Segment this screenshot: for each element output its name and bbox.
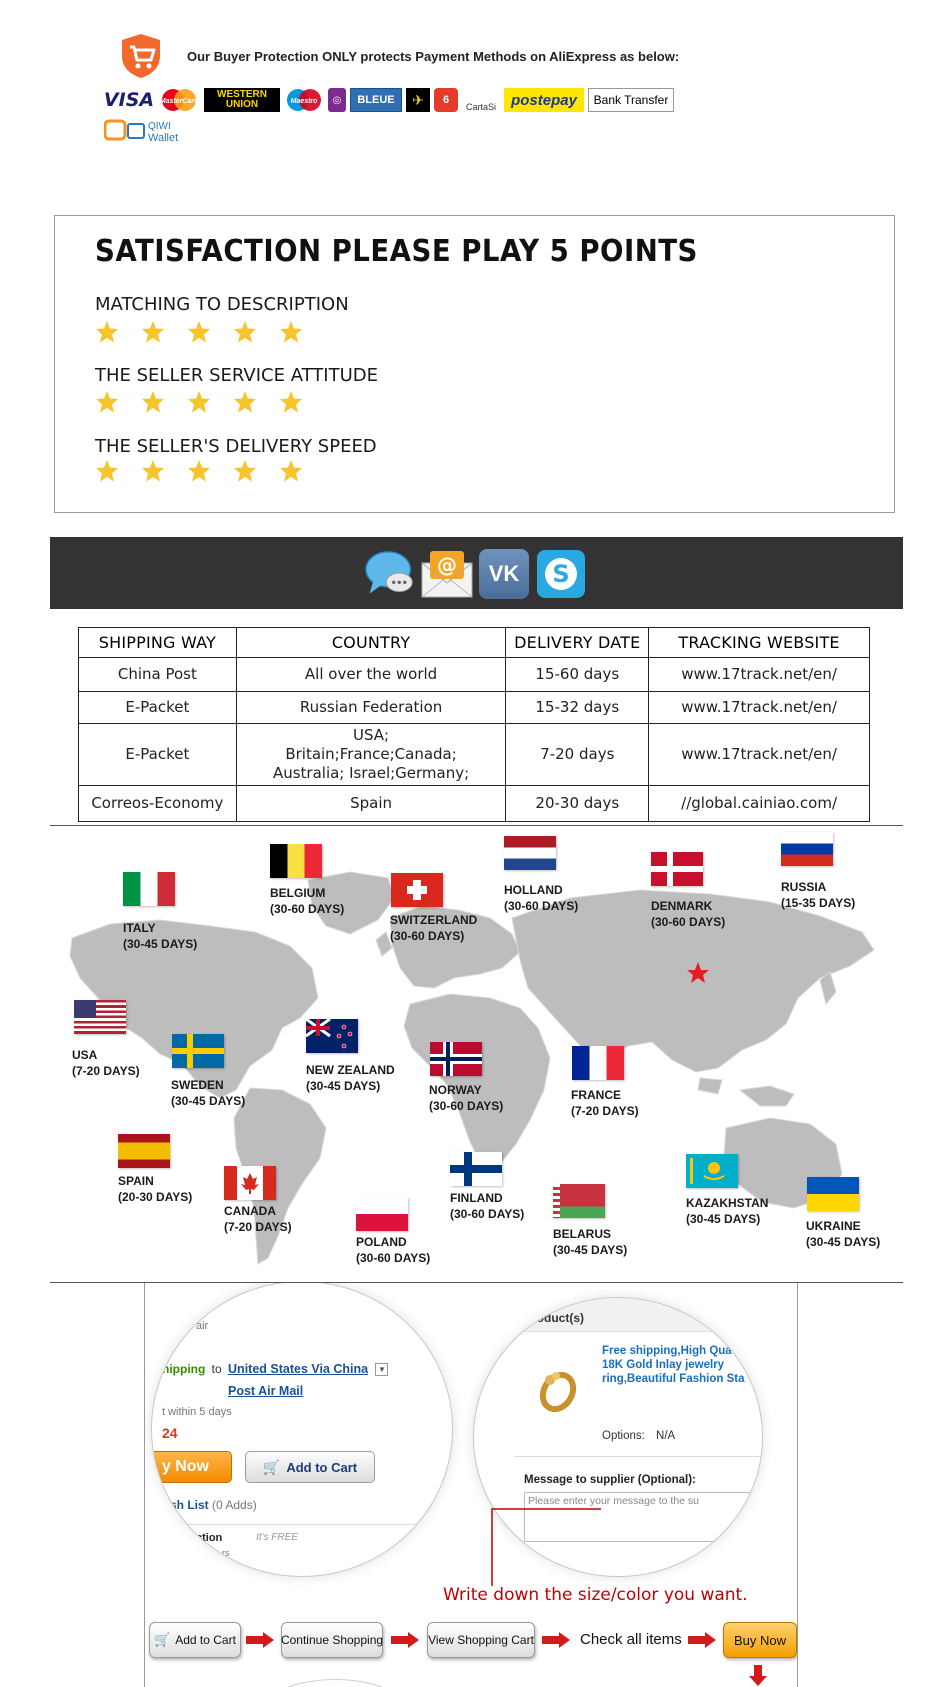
shipping-table <box>78 627 870 822</box>
fragment-text: rs <box>222 1548 230 1558</box>
country-label <box>270 885 344 917</box>
add-to-cart-button[interactable] <box>245 1451 375 1483</box>
star-rating <box>95 320 303 348</box>
country-label <box>686 1195 768 1227</box>
protection-fragment: ction <box>196 1532 223 1544</box>
shipping-method-link[interactable]: United States Via China <box>228 1362 369 1376</box>
holland-flag <box>504 836 556 870</box>
add-to-cart-label: Add to Cart <box>286 1459 358 1475</box>
size-color-hint: Write down the size/color you want. <box>443 1585 748 1605</box>
kazakhstan-flag <box>686 1154 738 1188</box>
flow-check-items: Check all items <box>580 1631 682 1648</box>
price-fragment: 24 <box>162 1425 178 1441</box>
vk-icon[interactable]: VK <box>479 549 529 599</box>
country-line: USA; <box>353 726 390 744</box>
norway-flag <box>430 1042 482 1076</box>
flow-view-cart-button[interactable]: View Shopping Cart <box>427 1622 535 1658</box>
shipping-way-cell: E-Packet <box>79 724 237 786</box>
country-days: (30-60 DAYS) <box>504 899 579 913</box>
order-guide <box>144 1283 798 1687</box>
star-rating <box>95 390 303 418</box>
flow-continue-shopping-button[interactable]: Continue Shopping <box>281 1622 383 1658</box>
star-icon <box>141 320 165 344</box>
country-label <box>450 1190 524 1222</box>
buyer-protection-section <box>0 0 950 190</box>
delivery-estimate: t within 5 days <box>162 1406 232 1418</box>
qiwi-wallet-logo <box>104 118 194 144</box>
country-days: (30-45 DAYS) <box>806 1235 881 1249</box>
options-value: N/A <box>656 1430 676 1442</box>
country-cell: All over the world <box>236 658 506 692</box>
spain-flag <box>118 1134 170 1168</box>
postepay-logo: postepay <box>504 88 584 112</box>
star-icon <box>279 390 303 414</box>
mastercard-logo <box>158 88 200 112</box>
finland-flag <box>450 1152 502 1186</box>
country-name: SWEDEN <box>171 1078 224 1092</box>
country-label <box>224 1203 292 1235</box>
country-days: (30-60 DAYS) <box>651 915 726 929</box>
gold-ring-product-image <box>530 1360 586 1416</box>
country-label <box>553 1226 627 1258</box>
country-label <box>118 1173 192 1205</box>
column-header: TRACKING WEBSITE <box>649 628 870 658</box>
country-label <box>306 1062 395 1094</box>
star-icon <box>187 459 211 483</box>
cart-icon: 🛒 <box>262 1458 281 1475</box>
table-row <box>79 786 870 822</box>
star-icon <box>95 390 119 414</box>
message-input[interactable]: Please enter your message to the su <box>524 1492 763 1542</box>
buyer-protection-text: Our Buyer Protection ONLY protects Payment Methods on AliExpress as below: <box>187 49 680 64</box>
country-days: (30-45 DAYS) <box>686 1212 761 1226</box>
shipping-way-cell: E-Packet <box>79 692 237 724</box>
svg-text:S: S <box>552 560 570 588</box>
email-envelope-icon[interactable] <box>420 549 474 599</box>
star-icon <box>187 320 211 344</box>
product-title[interactable] <box>602 1344 744 1386</box>
star-icon <box>187 390 211 414</box>
annotation-pointer <box>485 1508 605 1588</box>
star-icon <box>95 320 119 344</box>
country-name: CANADA <box>224 1204 276 1218</box>
product-page-zoom <box>151 1283 453 1577</box>
qiwi-text: QIWI <box>148 121 171 132</box>
star-icon <box>141 459 165 483</box>
country-name: DENMARK <box>651 899 713 913</box>
country-line: Australia; Israel;Germany; <box>272 764 470 782</box>
criterion-label: THE SELLER SERVICE ATTITUDE <box>95 365 378 386</box>
country-cell: Spain <box>236 786 506 822</box>
country-days: (30-45 DAYS) <box>171 1094 246 1108</box>
criterion-label: MATCHING TO DESCRIPTION <box>95 294 349 315</box>
belarus-flag <box>553 1184 605 1218</box>
italy-flag <box>123 872 175 906</box>
star-icon <box>95 459 119 483</box>
tracking-site-cell: www.17track.net/en/ <box>649 658 870 692</box>
message-label: Message to supplier (Optional): <box>524 1474 696 1486</box>
cartasi-logo: CartaSi <box>465 102 496 112</box>
country-days: (30-45 DAYS) <box>553 1243 628 1257</box>
star-icon <box>233 390 257 414</box>
arrow-right-icon <box>687 1631 717 1649</box>
canada-flag <box>224 1166 276 1200</box>
maestro-text: Maestro <box>290 98 318 105</box>
denmark-flag <box>651 852 703 886</box>
country-label <box>429 1082 503 1114</box>
star-icon <box>279 320 303 344</box>
country-name: SPAIN <box>118 1174 154 1188</box>
star-icon <box>233 459 257 483</box>
carte-bleue-logo: BLEUE <box>350 88 402 112</box>
shipping-word: hipping <box>162 1362 206 1376</box>
country-name: POLAND <box>356 1235 407 1249</box>
star-rating <box>95 459 303 487</box>
country-days: (30-60 DAYS) <box>356 1251 431 1265</box>
tracking-site-cell: www.17track.net/en/ <box>649 692 870 724</box>
poland-flag <box>356 1197 408 1231</box>
star-icon <box>279 459 303 483</box>
criterion-label: THE SELLER'S DELIVERY SPEED <box>95 436 377 457</box>
flow-buy-now-button[interactable]: Buy Now <box>723 1622 797 1658</box>
shipping-method-link-2[interactable]: Post Air Mail <box>228 1384 304 1398</box>
russia-flag <box>781 832 833 866</box>
country-days: (7-20 DAYS) <box>72 1064 140 1078</box>
country-days: (30-60 DAYS) <box>270 902 345 916</box>
table-row <box>79 724 870 786</box>
country-days: (30-60 DAYS) <box>429 1099 504 1113</box>
country-days: (7-20 DAYS) <box>224 1220 292 1234</box>
country-days: (15-35 DAYS) <box>781 896 856 910</box>
country-line: Britain;France;Canada; <box>285 745 457 763</box>
delivery-date-cell: 15-32 days <box>506 692 649 724</box>
dropdown-arrow-icon[interactable]: ▼ <box>375 1363 388 1376</box>
country-label <box>171 1077 245 1109</box>
fragment-text: air <box>196 1320 209 1332</box>
country-name: FINLAND <box>450 1191 503 1205</box>
product-title-line: 18K Gold Inlay jewelry <box>602 1359 725 1371</box>
table-row <box>79 692 870 724</box>
tracking-site-cell: www.17track.net/en/ <box>649 724 870 786</box>
arrow-right-icon <box>245 1631 275 1649</box>
country-cell <box>236 724 506 786</box>
country-label <box>123 920 197 952</box>
maestro-logo <box>284 88 324 112</box>
country-days: (20-30 DAYS) <box>118 1190 193 1204</box>
country-label <box>504 882 578 914</box>
cart-icon: 🛒 <box>154 1632 171 1647</box>
satisfaction-title: SATISFACTION PLEASE PLAY 5 POINTS <box>95 234 698 269</box>
next-circle-edge <box>265 1679 405 1687</box>
star-icon <box>233 320 257 344</box>
divider <box>152 1524 452 1525</box>
country-label <box>390 912 477 944</box>
skype-icon[interactable] <box>536 549 586 599</box>
country-name: ITALY <box>123 921 156 935</box>
country-days: (30-60 DAYS) <box>390 929 465 943</box>
qiwi-wallet-text: Wallet <box>148 132 179 144</box>
belgium-flag <box>270 844 322 878</box>
wish-list-link[interactable]: sh List <box>170 1498 209 1512</box>
satisfaction-box <box>54 215 895 513</box>
flow-step-label: Add to Cart <box>175 1633 236 1647</box>
new-zealand-flag <box>306 1019 358 1053</box>
country-label <box>571 1087 639 1119</box>
france-flag <box>572 1046 624 1080</box>
arrow-right-icon <box>541 1631 571 1649</box>
star-icon <box>141 390 165 414</box>
country-name: SWITZERLAND <box>390 913 478 927</box>
table-row <box>79 658 870 692</box>
svg-text:@: @ <box>437 553 457 577</box>
country-label <box>806 1218 880 1250</box>
country-days: (30-60 DAYS) <box>450 1207 525 1221</box>
free-label: It's FREE <box>256 1532 298 1543</box>
country-name: NORWAY <box>429 1083 482 1097</box>
product-title-line: ring,Beautiful Fashion Sta <box>602 1373 745 1385</box>
divider <box>50 825 903 826</box>
country-name: UKRAINE <box>806 1219 861 1233</box>
to-word: to <box>211 1362 222 1376</box>
delivery-world-map <box>50 828 903 1283</box>
shipping-way-cell: China Post <box>79 658 237 692</box>
mastercard-text: MasterCard <box>159 98 199 105</box>
country-label <box>651 898 725 930</box>
bank-transfer-logo: Bank Transfer <box>588 88 674 112</box>
shipping-way-cell: Correos-Economy <box>79 786 237 822</box>
options-row <box>602 1430 675 1442</box>
options-label: Options: <box>602 1430 645 1442</box>
country-name: KAZAKHSTAN <box>686 1196 769 1210</box>
column-header: SHIPPING WAY <box>79 628 237 658</box>
column-header: DELIVERY DATE <box>506 628 649 658</box>
arrow-right-icon <box>390 1631 420 1649</box>
country-label <box>781 879 855 911</box>
delivery-date-cell: 20-30 days <box>506 786 649 822</box>
country-name: NEW ZEALAND <box>306 1063 395 1077</box>
country-name: USA <box>72 1048 98 1062</box>
wish-count: (0 Adds) <box>212 1498 257 1512</box>
country-name: BELGIUM <box>270 886 326 900</box>
delivery-date-cell: 7-20 days <box>506 724 649 786</box>
sweden-flag <box>172 1034 224 1068</box>
product-title-line: Free shipping,High Qua <box>602 1345 732 1357</box>
flow-add-to-cart-button[interactable] <box>149 1622 241 1658</box>
contact-icons-bar <box>50 537 903 609</box>
shipping-row <box>162 1362 388 1376</box>
ukraine-flag <box>807 1177 859 1211</box>
shopping-cart-shield-icon <box>120 33 162 79</box>
tracking-site-cell: //global.cainiao.com/ <box>649 786 870 822</box>
western-union-logo: WESTERN UNION <box>204 88 280 112</box>
delivery-date-cell: 15-60 days <box>506 658 649 692</box>
products-label: Product(s) <box>524 1311 584 1325</box>
visa-logo: VISA <box>104 89 154 111</box>
country-name: HOLLAND <box>504 883 563 897</box>
buy-now-button[interactable]: y Now <box>151 1451 232 1483</box>
products-header-bar <box>474 1298 763 1332</box>
country-label <box>356 1234 430 1266</box>
column-header: COUNTRY <box>236 628 506 658</box>
switzerland-flag <box>391 873 443 907</box>
country-cell: Russian Federation <box>236 692 506 724</box>
chat-bubble-icon[interactable] <box>362 549 418 599</box>
country-name: RUSSIA <box>781 880 827 894</box>
wish-list-row <box>170 1498 257 1512</box>
country-days: (7-20 DAYS) <box>571 1104 639 1118</box>
payment-logo-black: ✈ <box>406 88 430 112</box>
usa-flag <box>74 1000 126 1034</box>
country-days: (30-45 DAYS) <box>306 1079 381 1093</box>
table-header-row <box>79 628 870 658</box>
payment-logo-red: 6 <box>434 88 458 112</box>
country-name: FRANCE <box>571 1088 621 1102</box>
country-name: BELARUS <box>553 1227 612 1241</box>
divider <box>514 1456 763 1457</box>
country-label <box>72 1047 140 1079</box>
shipping-method-line2 <box>228 1382 303 1400</box>
country-days: (30-45 DAYS) <box>123 937 198 951</box>
card-logo-purple: ◎ <box>328 88 346 112</box>
arrow-down-icon <box>748 1665 768 1687</box>
